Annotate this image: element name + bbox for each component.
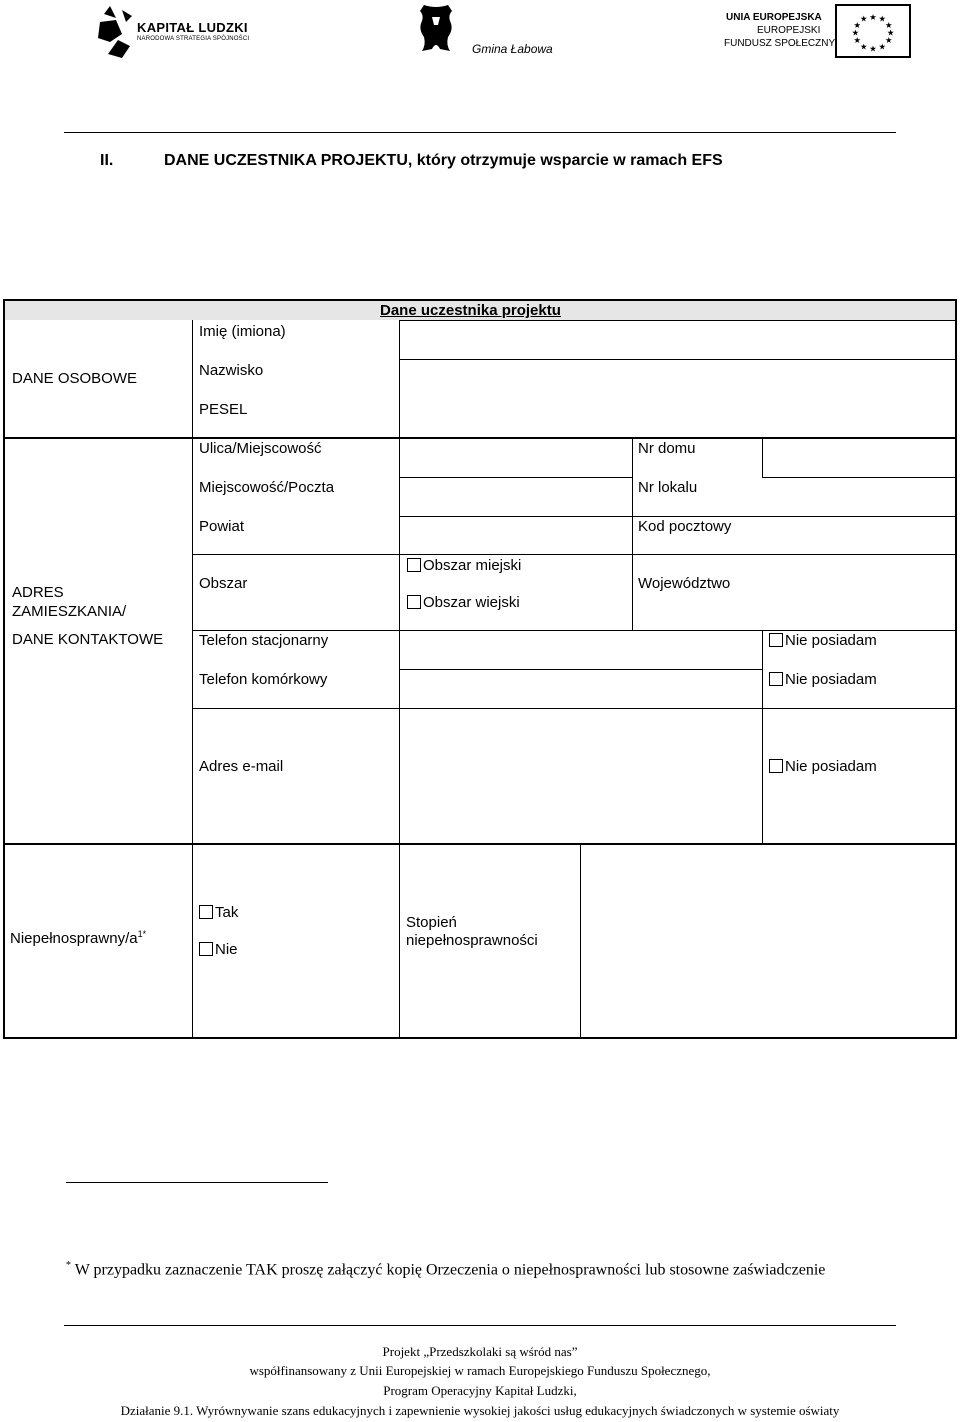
- no-email-option[interactable]: [769, 758, 877, 776]
- address-group-line1: ADRES: [12, 584, 64, 601]
- no-mobile-option[interactable]: [769, 671, 877, 689]
- flat-no-field[interactable]: [763, 478, 955, 516]
- address-group-line3: DANE KONTAKTOWE: [12, 631, 164, 648]
- svg-text:★: ★: [885, 35, 893, 46]
- disabled-yes-option[interactable]: [199, 904, 238, 922]
- disabled-no-checkbox[interactable]: [199, 942, 213, 956]
- eu-flag-icon: [835, 4, 911, 58]
- surname-label: Nazwisko: [199, 362, 264, 379]
- flat-no-label: Nr lokalu: [638, 479, 698, 496]
- address-group-line2: ZAMIESZKANIA/: [12, 603, 127, 620]
- footnote-divider: [66, 1182, 328, 1183]
- city-post-label: Miejscowość/Poczta: [199, 479, 335, 496]
- street-label: Ulica/Miejscowość: [199, 440, 322, 457]
- no-landline-option[interactable]: [769, 632, 877, 650]
- no-landline-option-label: Nie posiadam: [785, 632, 877, 649]
- disabled-footnote-ref: 1*: [137, 929, 147, 939]
- footer-divider: [64, 1325, 896, 1326]
- disabled-no-option[interactable]: [199, 941, 238, 959]
- footnote-marker: *: [66, 1260, 71, 1271]
- footer-line1: Projekt „Przedszkolaki są wśród nas”: [382, 1344, 578, 1359]
- footnote-text: W przypadku zaznaczenie TAK proszę załączyć kopię Orzeczenia o niepełnosprawności lub stosowne zaświadczenie: [71, 1261, 826, 1279]
- first-name-label: Imię (imiona): [199, 323, 286, 340]
- city-post-field[interactable]: [400, 478, 631, 516]
- kl-logo-title: KAPITAŁ LUDZKI: [137, 20, 248, 35]
- county-field[interactable]: [400, 517, 631, 554]
- svg-text:★: ★: [886, 27, 895, 38]
- no-email-option-label: Nie posiadam: [785, 758, 877, 775]
- disabled-label: [10, 925, 146, 948]
- rural-area-option-label: Obszar wiejski: [423, 594, 520, 611]
- svg-text:★: ★: [885, 20, 893, 31]
- disabled-yes-checkbox[interactable]: [199, 905, 213, 919]
- footer-line2: współfinansowany z Unii Europejskiej w ramach Europejskiego Funduszu Społecznego,: [249, 1363, 711, 1378]
- no-email-checkbox[interactable]: [769, 759, 783, 773]
- eu-text-line2: EUROPEJSKI: [757, 25, 821, 36]
- svg-text:★: ★: [878, 13, 886, 24]
- svg-text:★: ★: [860, 13, 868, 24]
- eu-text-line1: UNIA EUROPEJSKA: [726, 12, 822, 23]
- kl-logo-subtitle: NARODOWA STRATEGIA SPÓJNOŚCI: [137, 36, 250, 42]
- gmina-emblem-icon: [418, 3, 454, 53]
- footer-line4: Działanie 9.1. Wyrównywanie szans edukacyjnych i zapewnienie wysokiej jakości usług edukacyjnych świadczonych w systemie oświaty: [120, 1403, 840, 1418]
- svg-text:★: ★: [860, 41, 868, 52]
- eu-text-line3: FUNDUSZ SPOŁECZNY: [724, 38, 836, 49]
- first-name-field[interactable]: [400, 321, 955, 359]
- postcode-field[interactable]: [763, 517, 955, 554]
- voivodeship-label: Województwo: [638, 575, 731, 592]
- mobile-label: Telefon komórkowy: [199, 671, 328, 688]
- county-label: Powiat: [199, 518, 245, 535]
- gmina-name: Gmina Łabowa: [472, 42, 553, 56]
- rural-area-checkbox[interactable]: [407, 595, 421, 609]
- disabled-no-label: Nie: [215, 941, 238, 958]
- landline-field[interactable]: [400, 631, 761, 669]
- rural-area-option[interactable]: [407, 594, 520, 612]
- urban-area-option[interactable]: [407, 557, 521, 575]
- urban-area-option-label: Obszar miejski: [423, 557, 522, 574]
- section-number: II.: [100, 152, 114, 169]
- street-field[interactable]: [400, 439, 631, 477]
- disabled-yes-label: Tak: [215, 904, 239, 921]
- svg-text:★: ★: [853, 20, 861, 31]
- svg-text:★: ★: [869, 11, 877, 22]
- personal-data-group-label: DANE OSOBOWE: [12, 370, 138, 387]
- email-field[interactable]: [400, 709, 761, 843]
- no-mobile-checkbox[interactable]: [769, 672, 783, 686]
- disability-degree-line2: niepełnosprawności: [406, 932, 538, 949]
- section-title-text: DANE UCZESTNIKA PROJEKTU, który otrzymuje wsparcie w ramach EFS: [164, 152, 723, 169]
- postcode-label: Kod pocztowy: [638, 518, 732, 535]
- section-title: [100, 152, 723, 170]
- pesel-label: PESEL: [199, 401, 248, 418]
- area-label: Obszar: [199, 575, 248, 592]
- email-label: Adres e-mail: [199, 758, 284, 775]
- house-no-field[interactable]: [763, 439, 955, 477]
- surname-field[interactable]: [400, 360, 955, 398]
- pesel-field[interactable]: [400, 399, 955, 437]
- house-no-label: Nr domu: [638, 440, 696, 457]
- urban-area-checkbox[interactable]: [407, 558, 421, 572]
- header-divider: [64, 132, 896, 133]
- svg-text:★: ★: [878, 41, 886, 52]
- svg-text:★: ★: [869, 43, 877, 54]
- footer-line3: Program Operacyjny Kapitał Ludzki,: [383, 1383, 577, 1398]
- kapital-ludzki-logo: [96, 4, 136, 60]
- landline-label: Telefon stacjonarny: [199, 632, 329, 649]
- no-landline-checkbox[interactable]: [769, 633, 783, 647]
- disabled-label-text: Niepełnosprawny/a: [10, 930, 138, 947]
- disability-degree-field[interactable]: [581, 845, 955, 1037]
- disability-degree-line1: Stopień: [406, 914, 457, 931]
- disability-degree-label: [406, 914, 538, 950]
- voivodeship-field[interactable]: [763, 555, 955, 630]
- address-group-label: [12, 584, 188, 649]
- footnote: [66, 1256, 866, 1280]
- no-mobile-option-label: Nie posiadam: [785, 671, 877, 688]
- svg-text:★: ★: [851, 27, 860, 38]
- mobile-field[interactable]: [400, 670, 761, 708]
- form-header-label: Dane uczestnika projektu: [380, 302, 561, 319]
- svg-text:★: ★: [853, 35, 861, 46]
